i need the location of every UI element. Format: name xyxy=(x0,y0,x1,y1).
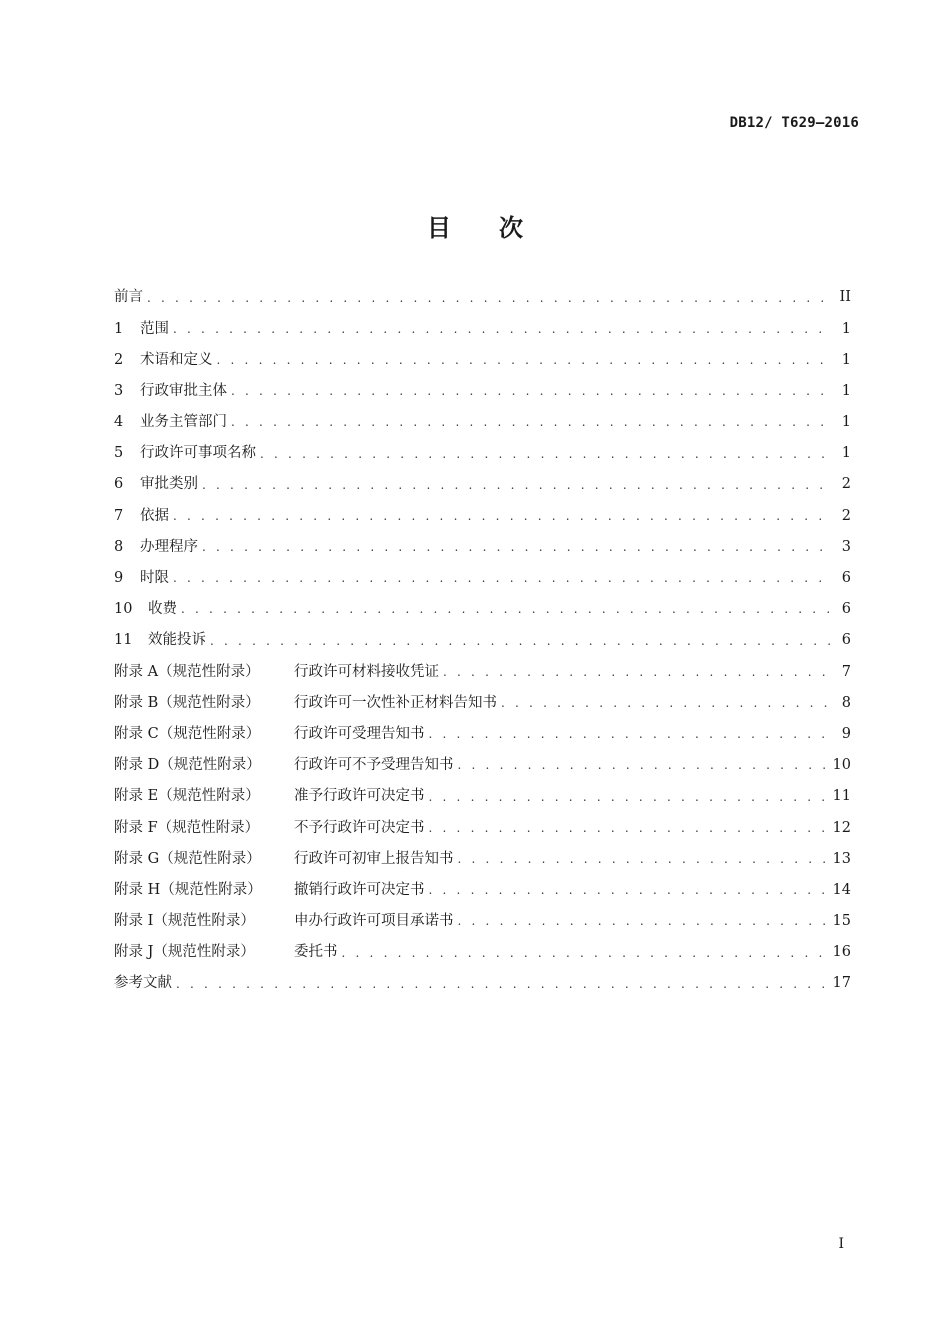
toc-dot-leader xyxy=(173,323,831,335)
toc-entry-label: 参考文献 xyxy=(114,975,172,992)
toc-entry-page: 1 xyxy=(841,382,851,399)
toc-entry-page: 6 xyxy=(841,632,851,649)
toc-entry[interactable] xyxy=(114,625,851,656)
toc-entry-page: 3 xyxy=(841,538,851,555)
toc-entry-page: 2 xyxy=(841,476,851,493)
toc-entry-label: 行政许可不予受理告知书 xyxy=(294,757,454,774)
toc-dot-leader xyxy=(147,292,831,304)
toc-dot-leader xyxy=(231,416,831,428)
toc-entry-page: 1 xyxy=(841,414,851,431)
toc-entry-page: 1 xyxy=(841,445,851,462)
toc-dot-leader xyxy=(173,572,831,584)
page-number: I xyxy=(838,1236,844,1252)
toc-dot-leader xyxy=(202,541,831,553)
toc-entry-page: 10 xyxy=(832,757,851,774)
toc-title-char-1: 目 xyxy=(427,214,451,242)
toc-dot-leader xyxy=(176,978,827,990)
toc-title-char-2: 次 xyxy=(499,214,523,242)
toc-entry-page: 6 xyxy=(841,570,851,587)
toc-entry-number: 11 xyxy=(114,632,133,649)
toc-entry-page: 12 xyxy=(832,819,851,836)
toc-entry-label: 办理程序 xyxy=(140,538,198,555)
toc-entry[interactable] xyxy=(114,532,851,563)
toc-entry[interactable] xyxy=(114,407,851,438)
toc-entry-number: 10 xyxy=(114,601,133,618)
toc-dot-leader xyxy=(217,354,832,366)
toc-entry[interactable] xyxy=(114,469,851,500)
toc-dot-leader xyxy=(501,697,831,709)
toc-appendix-id: 附录 G（规范性附录） xyxy=(114,850,261,867)
toc-entry-number: 1 xyxy=(114,320,124,337)
toc-appendix-entry[interactable] xyxy=(114,875,851,906)
toc-appendix-entry[interactable] xyxy=(114,656,851,687)
toc-entry-label: 依据 xyxy=(140,507,169,524)
toc-entry[interactable] xyxy=(114,968,851,999)
toc-entry-label: 范围 xyxy=(140,320,169,337)
toc-appendix-id: 附录 F（规范性附录） xyxy=(114,819,260,836)
toc-entry-label: 审批类别 xyxy=(140,476,198,493)
toc-entry-page: 11 xyxy=(832,788,851,805)
toc-appendix-id: 附录 D（规范性附录） xyxy=(114,757,261,774)
toc-entry-number: 9 xyxy=(114,570,124,587)
toc-entry-label: 委托书 xyxy=(294,944,338,961)
toc-entry-label: 行政许可初审上报告知书 xyxy=(294,850,454,867)
toc-entry-number: 4 xyxy=(114,414,124,431)
toc-entry-page: 6 xyxy=(841,601,851,618)
toc-appendix-id: 附录 I（规范性附录） xyxy=(114,913,255,930)
toc-entry[interactable] xyxy=(114,376,851,407)
toc-entry-number: 2 xyxy=(114,351,124,368)
toc-entry-page: II xyxy=(839,289,851,306)
toc-title xyxy=(0,208,950,243)
toc-entry-label: 不予行政许可决定书 xyxy=(294,819,425,836)
toc-appendix-id: 附录 B（规范性附录） xyxy=(114,694,260,711)
toc-entry-label: 术语和定义 xyxy=(140,351,213,368)
toc-entry-page: 16 xyxy=(832,944,851,961)
toc-entry[interactable] xyxy=(114,594,851,625)
toc-appendix-entry[interactable] xyxy=(114,843,851,874)
toc-entry-number: 7 xyxy=(114,507,124,524)
toc-dot-leader xyxy=(181,603,831,615)
toc-appendix-entry[interactable] xyxy=(114,812,851,843)
toc-dot-leader xyxy=(458,915,827,927)
toc-entry-label: 收费 xyxy=(148,601,177,618)
toc-entry-number: 6 xyxy=(114,476,124,493)
toc-entry-page: 17 xyxy=(832,975,851,992)
toc-dot-leader xyxy=(202,479,831,491)
toc-entry-page: 15 xyxy=(832,913,851,930)
toc-entry-label: 准予行政许可决定书 xyxy=(294,788,425,805)
toc-appendix-id: 附录 A（规范性附录） xyxy=(114,663,260,680)
toc-entry-label: 效能投诉 xyxy=(148,632,206,649)
toc-entry-label: 申办行政许可项目承诺书 xyxy=(294,913,454,930)
toc-appendix-entry[interactable] xyxy=(114,937,851,968)
toc-appendix-entry[interactable] xyxy=(114,719,851,750)
toc-entry[interactable] xyxy=(114,500,851,531)
toc-appendix-id: 附录 H（规范性附录） xyxy=(114,881,262,898)
toc-dot-leader xyxy=(173,510,831,522)
toc-entry-page: 1 xyxy=(841,351,851,368)
toc-dot-leader xyxy=(429,728,832,740)
toc-dot-leader xyxy=(429,884,827,896)
toc-entry-number: 3 xyxy=(114,382,124,399)
toc-entry-label: 行政审批主体 xyxy=(140,382,227,399)
toc-dot-leader xyxy=(210,635,831,647)
toc-entry[interactable] xyxy=(114,282,851,313)
toc-entry-number: 8 xyxy=(114,538,124,555)
toc-dot-leader xyxy=(443,666,831,678)
toc-dot-leader xyxy=(260,448,831,460)
toc-entry-label: 时限 xyxy=(140,570,169,587)
toc-appendix-entry[interactable] xyxy=(114,906,851,937)
toc-entry-label: 行政许可一次性补正材料告知书 xyxy=(294,694,497,711)
toc-appendix-id: 附录 C（规范性附录） xyxy=(114,725,261,742)
toc-entry-label: 前言 xyxy=(114,289,143,306)
toc-entry-label: 行政许可受理告知书 xyxy=(294,725,425,742)
toc-dot-leader xyxy=(231,385,831,397)
toc-entry-page: 1 xyxy=(841,320,851,337)
toc-dot-leader xyxy=(458,853,827,865)
document-code: DB12/ T629—2016 xyxy=(729,115,859,131)
toc-entry-page: 8 xyxy=(841,694,851,711)
toc-entry-label: 业务主管部门 xyxy=(140,414,227,431)
table-of-contents xyxy=(114,282,851,999)
toc-entry-number: 5 xyxy=(114,445,124,462)
toc-entry-label: 行政许可材料接收凭证 xyxy=(294,663,439,680)
toc-entry[interactable] xyxy=(114,438,851,469)
toc-entry-page: 9 xyxy=(841,725,851,742)
toc-entry-page: 13 xyxy=(832,850,851,867)
toc-dot-leader xyxy=(342,947,827,959)
toc-appendix-id: 附录 J（规范性附录） xyxy=(114,944,255,961)
toc-entry[interactable] xyxy=(114,313,851,344)
toc-dot-leader xyxy=(458,759,827,771)
toc-dot-leader xyxy=(429,791,827,803)
toc-entry-label: 行政许可事项名称 xyxy=(140,445,256,462)
toc-appendix-entry[interactable] xyxy=(114,781,851,812)
toc-entry-page: 7 xyxy=(841,663,851,680)
toc-entry[interactable] xyxy=(114,344,851,375)
toc-dot-leader xyxy=(429,822,827,834)
toc-appendix-entry[interactable] xyxy=(114,687,851,718)
toc-entry-page: 14 xyxy=(832,881,851,898)
toc-appendix-id: 附录 E（规范性附录） xyxy=(114,788,260,805)
toc-appendix-entry[interactable] xyxy=(114,750,851,781)
toc-entry-label: 撤销行政许可决定书 xyxy=(294,881,425,898)
toc-entry[interactable] xyxy=(114,563,851,594)
toc-entry-page: 2 xyxy=(841,507,851,524)
